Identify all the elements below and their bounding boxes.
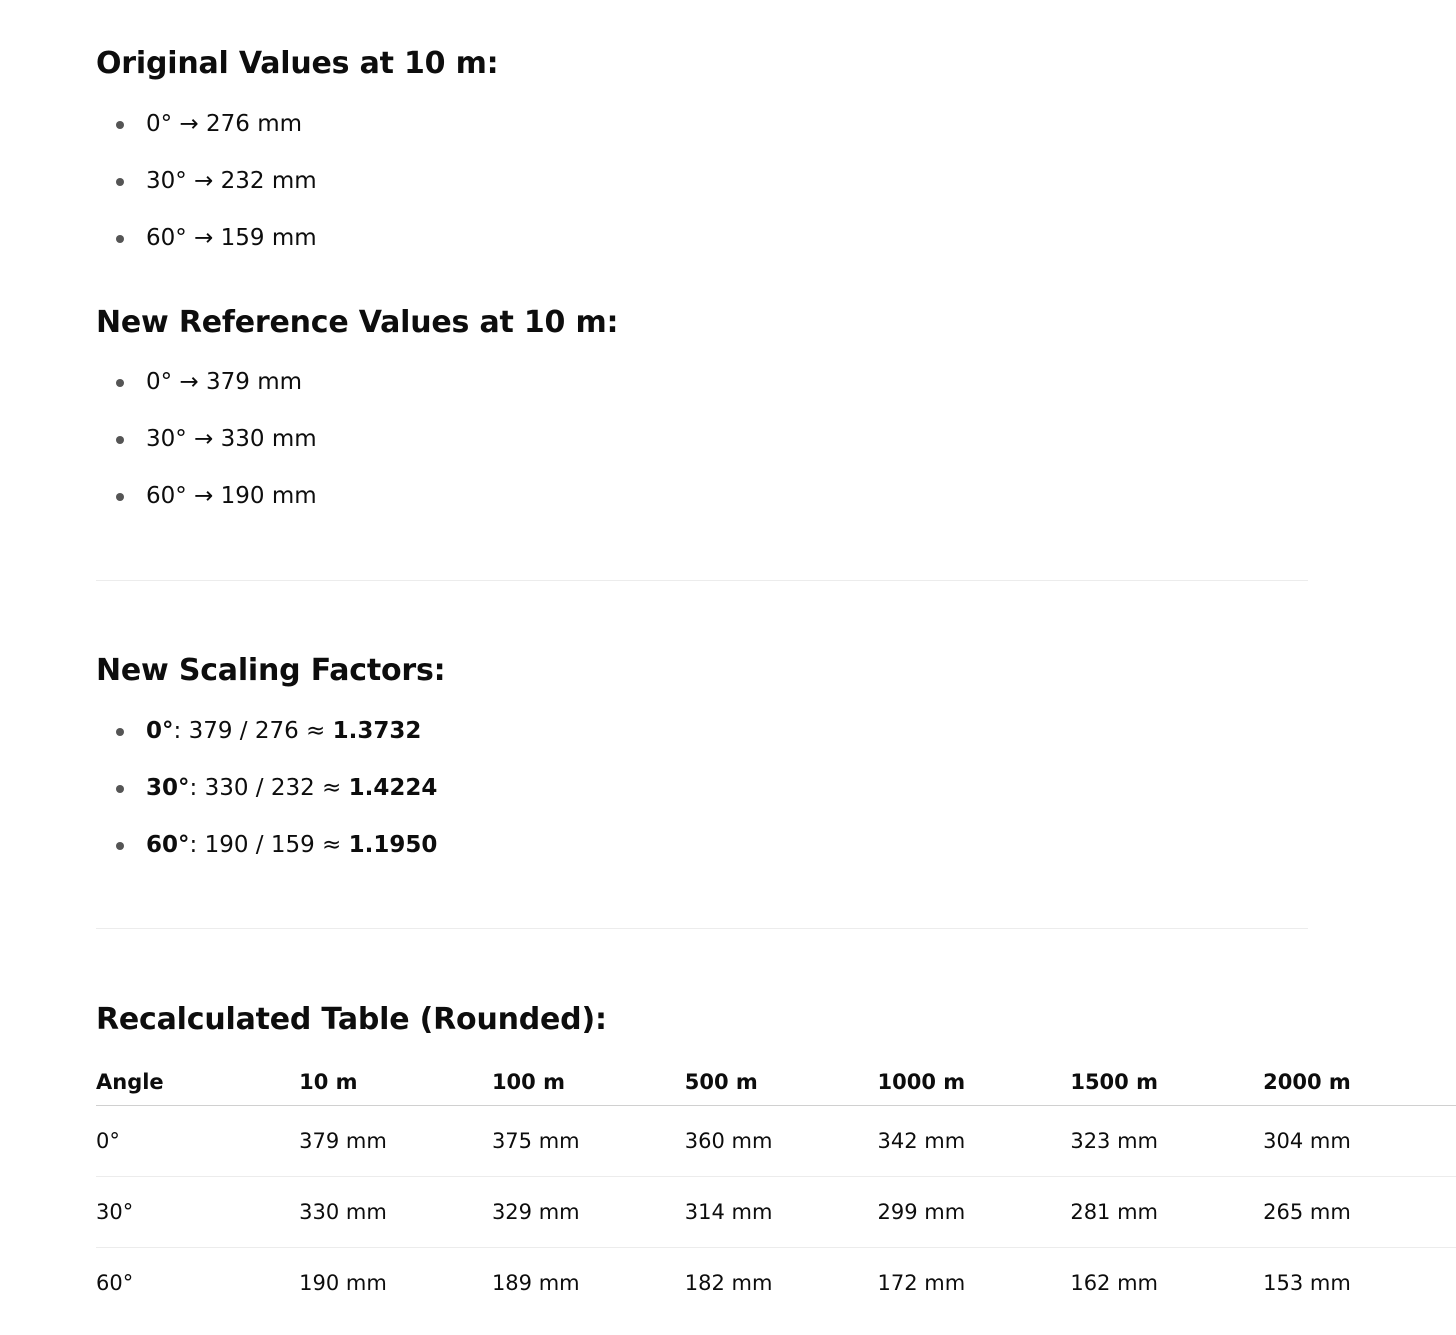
list-item: 0° → 276 mm (96, 108, 317, 165)
column-header: 1500 m (1070, 1059, 1263, 1106)
divider (96, 928, 1308, 929)
table-cell: 265 mm (1263, 1177, 1456, 1248)
ratio-expression: : 379 / 276 ≈ (173, 718, 333, 744)
heading-scaling-factors: New Scaling Factors: (96, 653, 446, 688)
table-cell: 299 mm (878, 1177, 1071, 1248)
list-item (96, 829, 437, 886)
column-header: 500 m (685, 1059, 878, 1106)
table-row (96, 1106, 1456, 1177)
table-cell: 172 mm (877, 1271, 966, 1295)
table-cell: 360 mm (685, 1106, 878, 1177)
list-item (96, 772, 437, 829)
list-item: 30° → 232 mm (96, 165, 317, 222)
column-header-angle: Angle (96, 1059, 299, 1106)
list-reference-values (96, 366, 317, 537)
column-header: 2000 m (1263, 1059, 1456, 1106)
table-cell: 329 mm (492, 1177, 685, 1248)
table-cell: 190 mm (299, 1271, 387, 1295)
table-header-row (96, 1059, 1456, 1106)
list-scaling-factors (96, 715, 437, 886)
list-item: 60° → 190 mm (96, 480, 317, 537)
list-item: 30° → 330 mm (96, 423, 317, 480)
table-row (96, 1248, 1456, 1319)
heading-original-values: Original Values at 10 m: (96, 46, 499, 81)
heading-reference-values: New Reference Values at 10 m: (96, 305, 619, 340)
scaling-factor-value: 1.1950 (348, 832, 438, 858)
angle-label: 0° (146, 718, 174, 744)
column-header: 1000 m (878, 1059, 1071, 1106)
table-cell: 342 mm (878, 1106, 1071, 1177)
table-cell: 162 mm (1070, 1271, 1158, 1295)
angle-label: 30° (146, 775, 190, 801)
table-cell: 330 mm (299, 1177, 492, 1248)
table-cell: 379 mm (299, 1106, 492, 1177)
list-original-values (96, 108, 317, 279)
column-header: 10 m (299, 1059, 492, 1106)
list-item: 60° → 159 mm (96, 222, 317, 279)
table-cell-angle: 60° (96, 1271, 134, 1295)
ratio-expression: : 190 / 159 ≈ (189, 832, 349, 858)
list-item (96, 715, 437, 772)
column-header: 100 m (492, 1059, 685, 1106)
ratio-expression: : 330 / 232 ≈ (189, 775, 349, 801)
divider (96, 580, 1308, 581)
table-cell: 189 mm (491, 1271, 580, 1295)
list-item: 0° → 379 mm (96, 366, 317, 423)
table-cell: 304 mm (1263, 1106, 1456, 1177)
table-cell: 281 mm (1070, 1177, 1263, 1248)
table-cell: 182 mm (684, 1271, 773, 1295)
table-cell-angle: 30° (96, 1177, 299, 1248)
scaling-factor-value: 1.4224 (348, 775, 438, 801)
table-cell-angle: 0° (96, 1106, 299, 1177)
table-row (96, 1177, 1456, 1248)
table-cell: 375 mm (492, 1106, 685, 1177)
table-cell: 323 mm (1070, 1106, 1263, 1177)
angle-label: 60° (146, 832, 190, 858)
scaling-factor-value: 1.3732 (332, 718, 422, 744)
table-cell: 153 mm (1263, 1271, 1351, 1295)
heading-recalculated-table: Recalculated Table (Rounded): (96, 1002, 607, 1037)
table-cell: 314 mm (685, 1177, 878, 1248)
recalculated-table (96, 1059, 1456, 1318)
